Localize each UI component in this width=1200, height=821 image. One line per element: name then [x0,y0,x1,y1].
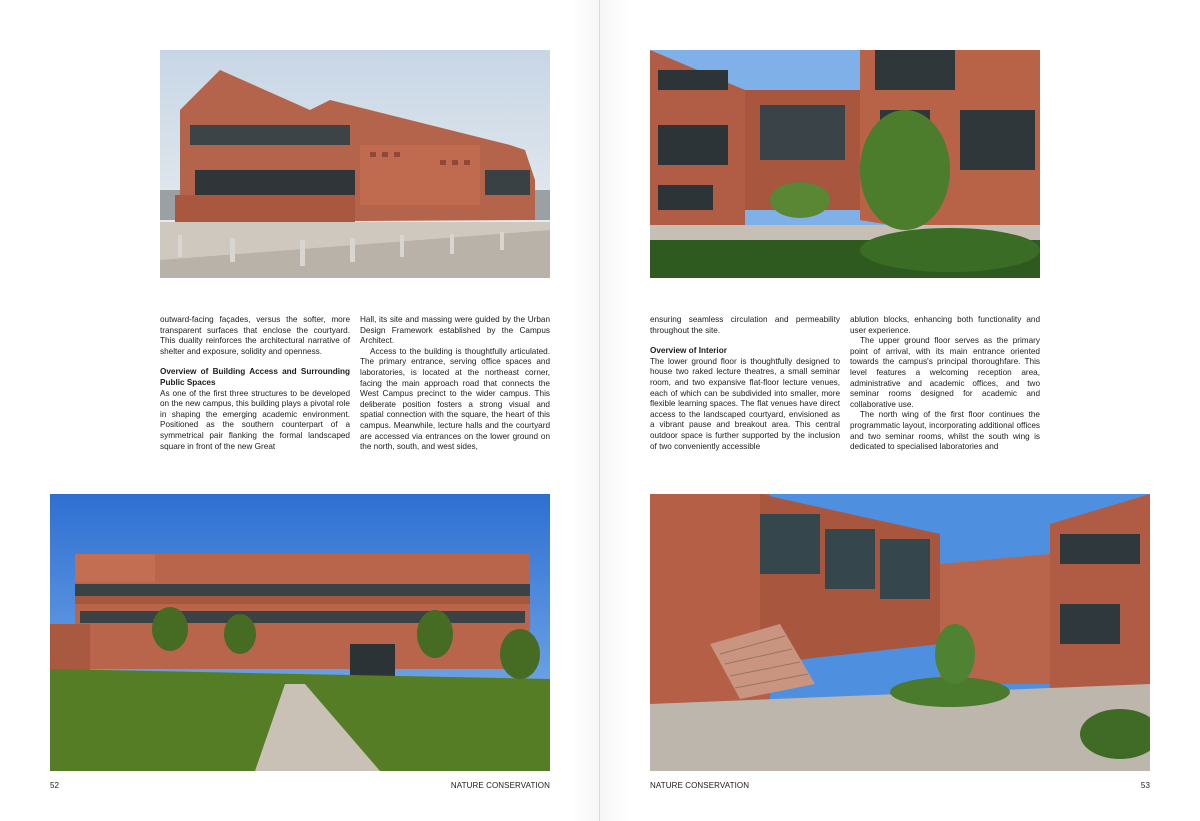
photo-courtyard [650,50,1040,278]
page-number-left: 52 [50,781,60,790]
photo-building-exterior [160,50,550,278]
photo-building-elevation [50,494,550,771]
spine-shadow [570,0,630,821]
body-paragraph: The lower ground floor is thoughtfully designed to house two raked lecture theatres, a small seminar room, and two expansive flat-floor lecture venues, each of which can be subdivided into smaller, more flexible learning spaces. The flat venues have direct access to the landscaped courtyard, envisioned as a vibrant pause and breakout area. This central outdoor space is further supported by the inclusion of two conveniently accessible [650,356,840,451]
body-paragraph: Hall, its site and massing were guided by the Urban Design Framework established by the Campus Architect. [360,315,550,346]
right-page-column-1 [650,315,840,452]
running-footer-left: NATURE CONSERVATION [450,781,550,790]
body-paragraph: The north wing of the first floor continues the programmatic layout, incorporating additional offices and two seminar rooms, whilst the south wing is dedicated to specialised laboratories and [850,410,1040,452]
body-paragraph: The upper ground floor serves as the primary point of arrival, with its main entrance oriented towards the campus's principal thoroughfare. This level features a welcoming reception area, administrative and academic offices, and two seminar rooms designed for academic and collaborative use. [850,336,1040,409]
left-page-column-1 [160,315,350,452]
photo-courtyard-stairs [650,494,1150,771]
page-number-right: 53 [1140,781,1150,790]
body-paragraph: outward-facing façades, versus the softer, more transparent surfaces that enclose the courtyard. This duality reinforces the architectural narrative of shelter and exposure, solidity and openness. [160,315,350,356]
section-heading: Overview of Interior [650,346,727,356]
right-page-column-2 [850,315,1040,453]
body-paragraph: ablution blocks, enhancing both functionality and user experience. [850,315,1040,335]
spine-line [599,0,600,821]
body-paragraph: As one of the first three structures to be developed on the new campus, this building plays a pivotal role in shaping the emerging academic environment. Positioned as the southern counterpart of a symmetrical pair flanking the formal landscaped square in front of the new Great [160,388,350,451]
body-paragraph: Access to the building is thoughtfully articulated. The primary entrance, serving office spaces and laboratories, is located at the northeast corner, facing the main approach road that connects the West Campus precinct to the wider campus. This deliberate position fosters a strong visual and spatial connection with the square, the heart of this campus. Meanwhile, lecture halls and the courtyard are accessed via entrances on the lower ground on the north, south, and west sides, [360,346,550,452]
body-paragraph: ensuring seamless circulation and permeability throughout the site. [650,315,840,335]
running-footer-right: NATURE CONSERVATION [650,781,750,790]
section-heading: Overview of Building Access and Surrounding Public Spaces [160,367,350,387]
left-page-column-2 [360,315,550,453]
